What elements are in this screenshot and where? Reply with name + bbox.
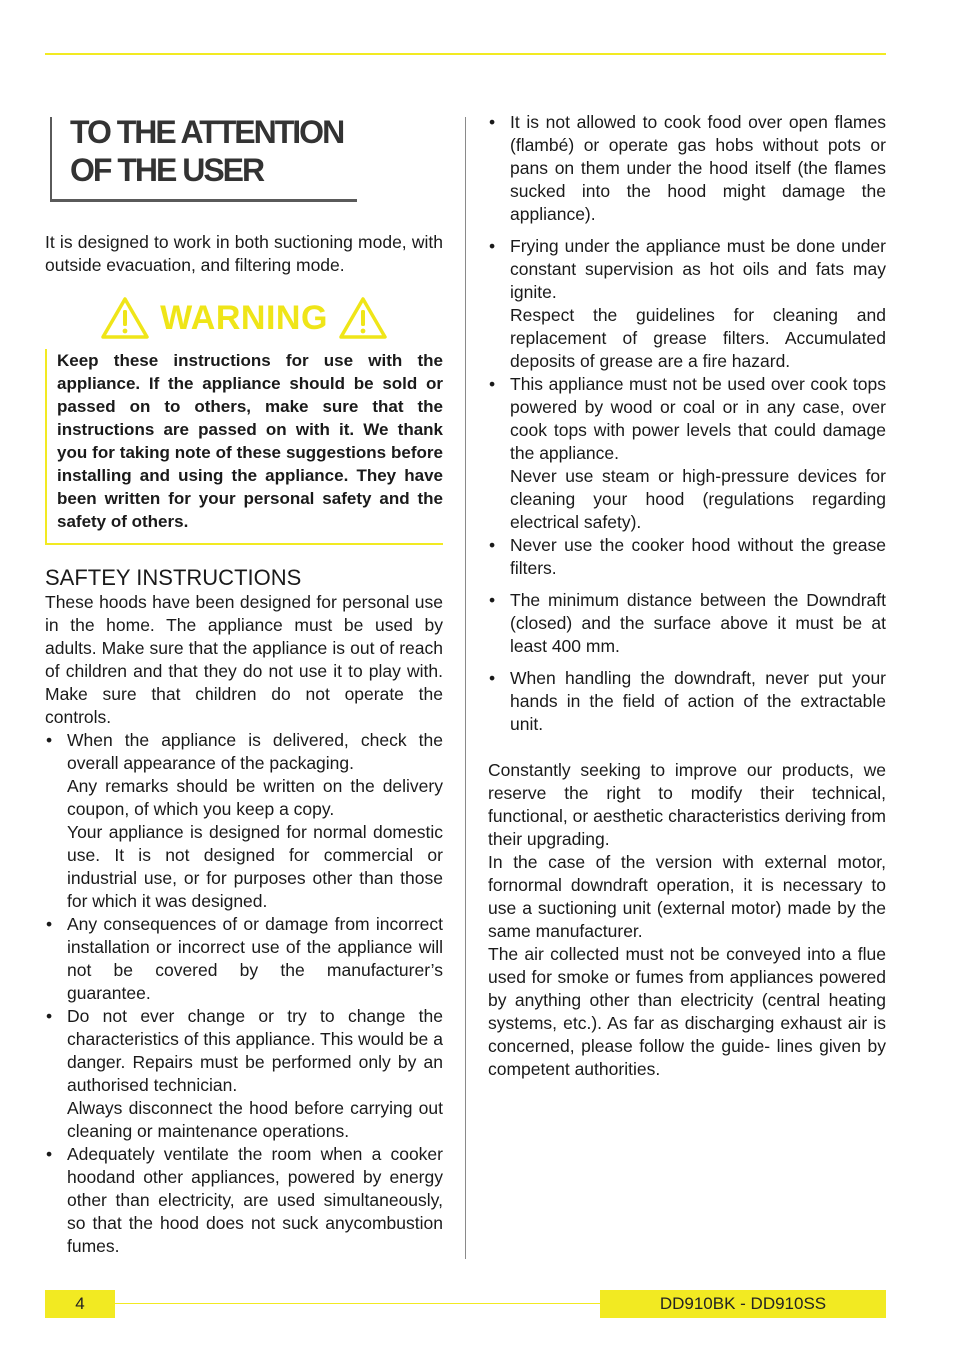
closing-paragraph: Constantly seeking to improve our products, we reserve the right to modify their technical, functional, or aesthetic characteristics deriving from their upgrading. xyxy=(488,760,886,849)
warning-label: WARNING xyxy=(160,298,328,337)
list-item-note: Always disconnect the hood before carrying out cleaning or maintenance operations. xyxy=(67,1098,443,1141)
closing-paragraph: The air collected must not be conveyed into a flue used for smoke or fumes from appliances powered by anything other than electricity (central heating systems, etc.). As far as discharging exhaust air is concerned, please follow the guide- lines given by competent authorities. xyxy=(488,944,886,1079)
warning-header xyxy=(45,291,443,345)
page-title-line-2: OF THE USER xyxy=(70,152,264,188)
list-item xyxy=(488,373,886,534)
list-item-text: • It is not allowed to cook food over open flames (flambé) or operate gas hobs without pots or pans on them under the hood itself (the flames sucked into the hood might damage the appliance). xyxy=(510,112,886,224)
list-item-text: • Never use the cooker hood without the grease filters. xyxy=(510,535,886,578)
left-column xyxy=(45,231,443,1258)
list-item xyxy=(45,729,443,913)
list-item-note: Your appliance is designed for normal domestic use. It is not designed for commercial or industrial use, or for purposes other than those for which it was designed. xyxy=(67,822,443,911)
list-item-text: • Frying under the appliance must be done under constant supervision as hot oils and fats may ignite. xyxy=(510,236,886,302)
top-rule xyxy=(45,53,886,55)
page-number: 4 xyxy=(45,1290,115,1318)
list-item xyxy=(45,913,443,1005)
safety-intro: These hoods have been designed for personal use in the home. The appliance must be used by adults. Make sure that the appliance is out of reach of children and that they do not use it to play with. Make sure that children do not operate the controls. xyxy=(45,592,443,727)
list-item-note: Respect the guidelines for cleaning and replacement of grease filters. Accumulated deposits of grease are a fire hazard. xyxy=(510,305,886,371)
warning-box xyxy=(45,349,443,545)
model-label: DD910BK - DD910SS xyxy=(600,1290,886,1318)
list-item xyxy=(45,1143,443,1258)
list-item-text: • Any consequences of or damage from incorrect installation or incorrect use of the appliance will not be covered by the manufacturer’s guarantee. xyxy=(67,914,443,1003)
warning-text: Keep these instructions for use with the appliance. If the appliance should be sold or passed on to others, make sure that the instructions are passed on with it. We thank you for taking note of these suggestions before installing and using the appliance. They have been written for your personal safety and the safety of others. xyxy=(57,351,443,531)
page-title-line-1: TO THE ATTENTION xyxy=(70,114,344,150)
list-item-text: • When handling the downdraft, never put your hands in the field of action of the extractable unit. xyxy=(510,668,886,734)
safety-bullet-list xyxy=(45,729,443,1258)
footer-rule xyxy=(115,1303,600,1304)
page-title xyxy=(70,113,343,189)
right-column xyxy=(488,111,886,1081)
list-item xyxy=(488,534,886,580)
warning-triangle-icon xyxy=(338,296,388,340)
list-item-text: • When the appliance is delivered, check the overall appearance of the packaging. xyxy=(67,730,443,773)
safety-heading: SAFTEY INSTRUCTIONS xyxy=(45,565,302,590)
list-item xyxy=(488,235,886,373)
intro-paragraph: It is designed to work in both suctioning mode, with outside evacuation, and filtering mode. xyxy=(45,232,443,275)
list-item xyxy=(488,667,886,736)
list-item xyxy=(45,1005,443,1143)
list-item-text: • The minimum distance between the Downdraft (closed) and the surface above it must be at least 400 mm. xyxy=(510,590,886,656)
closing-paragraphs xyxy=(488,759,886,1081)
right-bullet-list xyxy=(488,111,886,736)
list-item xyxy=(488,589,886,658)
list-item-text: • Adequately ventilate the room when a cooker hoodand other appliances, powered by energy other than electricity, are used simultaneously, so that the hood does not suck anycombustion fumes. xyxy=(67,1144,443,1256)
column-divider xyxy=(465,117,466,1259)
list-item-note: Never use steam or high-pressure devices for cleaning your hood (regulations regarding electrical safety). xyxy=(510,466,886,532)
list-item xyxy=(488,111,886,226)
closing-paragraph: In the case of the version with external motor, fornormal downdraft operation, it is necessary to use a suctioning unit (external motor) made by the same manufacturer. xyxy=(488,852,886,941)
warning-triangle-icon xyxy=(100,296,150,340)
list-item-text: • This appliance must not be used over cook tops powered by wood or coal or in any case, over cook tops with power levels that could damage the appliance. xyxy=(510,374,886,463)
list-item-text: • Do not ever change or try to change the characteristics of this appliance. This would be a danger. Repairs must be performed only by an authorised technician. xyxy=(67,1006,443,1095)
list-item-note: Any remarks should be written on the delivery coupon, of which you keep a copy. xyxy=(67,776,443,819)
